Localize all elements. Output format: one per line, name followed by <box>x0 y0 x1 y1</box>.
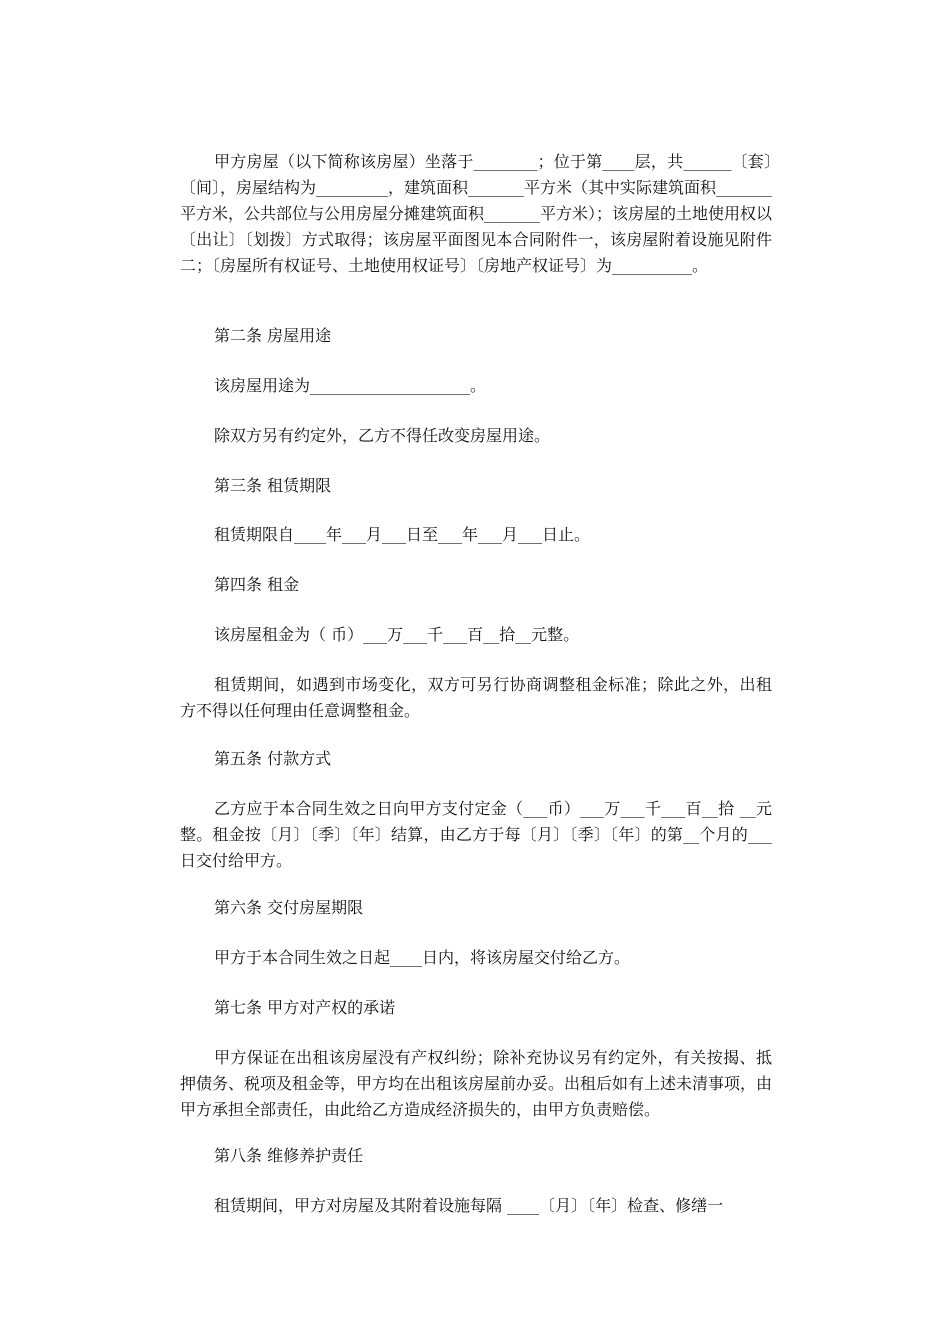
article-2-heading: 第二条 房屋用途 <box>214 326 332 345</box>
paragraph-title-guarantee: 甲方保证在出租该房屋没有产权纠纷；除补充协议另有约定外，有关按揭、抵押债务、税项及租金等，甲方均在出租该房屋前办妥。出租后如有上述未清事项，由甲方承担全部责任，由此给乙方造成经济损失的，由甲方负责赔偿。 <box>180 1048 773 1119</box>
article-6-heading: 第六条 交付房屋期限 <box>214 898 364 917</box>
paragraph-rent-amount: 该房屋租金为（ 币）___万___千___百__拾__元整。 <box>214 625 580 644</box>
article-7-heading: 第七条 甲方对产权的承诺 <box>214 998 396 1017</box>
paragraph-maintenance: 租赁期间，甲方对房屋及其附着设施每隔 ____〔月〕〔年〕检查、修缮一 <box>214 1196 724 1215</box>
paragraph-rent-adjustment: 租赁期间，如遇到市场变化，双方可另行协商调整租金标准；除此之外，出租方不得以任何理由任意调整租金。 <box>180 675 772 720</box>
paragraph-usage-restriction: 除双方另有约定外，乙方不得任改变房屋用途。 <box>214 426 551 445</box>
paragraph-lease-term: 租赁期限自____年___月___日至___年___月___日止。 <box>214 525 591 544</box>
article-4-heading: 第四条 租金 <box>214 575 300 594</box>
paragraph-delivery: 甲方于本合同生效之日起____日内，将该房屋交付给乙方。 <box>214 948 631 967</box>
paragraph-payment: 乙方应于本合同生效之日向甲方支付定金（___币）___万___千___百__拾 __元整。租金按〔月〕〔季〕〔年〕结算，由乙方于每〔月〕〔季〕〔年〕的第__个月的___日交付给甲方。 <box>180 799 772 870</box>
article-3-heading: 第三条 租赁期限 <box>214 476 332 495</box>
article-5-heading: 第五条 付款方式 <box>214 749 332 768</box>
article-8-heading: 第八条 维修养护责任 <box>214 1146 364 1165</box>
paragraph-usage: 该房屋用途为____________________。 <box>214 376 487 395</box>
paragraph-property-description: 甲方房屋（以下简称该房屋）坐落于________；位于第____层，共______〔套〕〔间〕，房屋结构为_________，建筑面积_______平方米（其中实际建筑面积_______平方米，公共部位与公用房屋分摊建筑面积_______平方米）；该房屋的土地使用权以〔出让〕〔划拨〕方式取得；该房屋平面图见本合同附件一，该房屋附着设施见附件二；〔房屋所有权证号、土地使用权证号〕〔房地产权证号〕为__________。 <box>180 152 773 275</box>
